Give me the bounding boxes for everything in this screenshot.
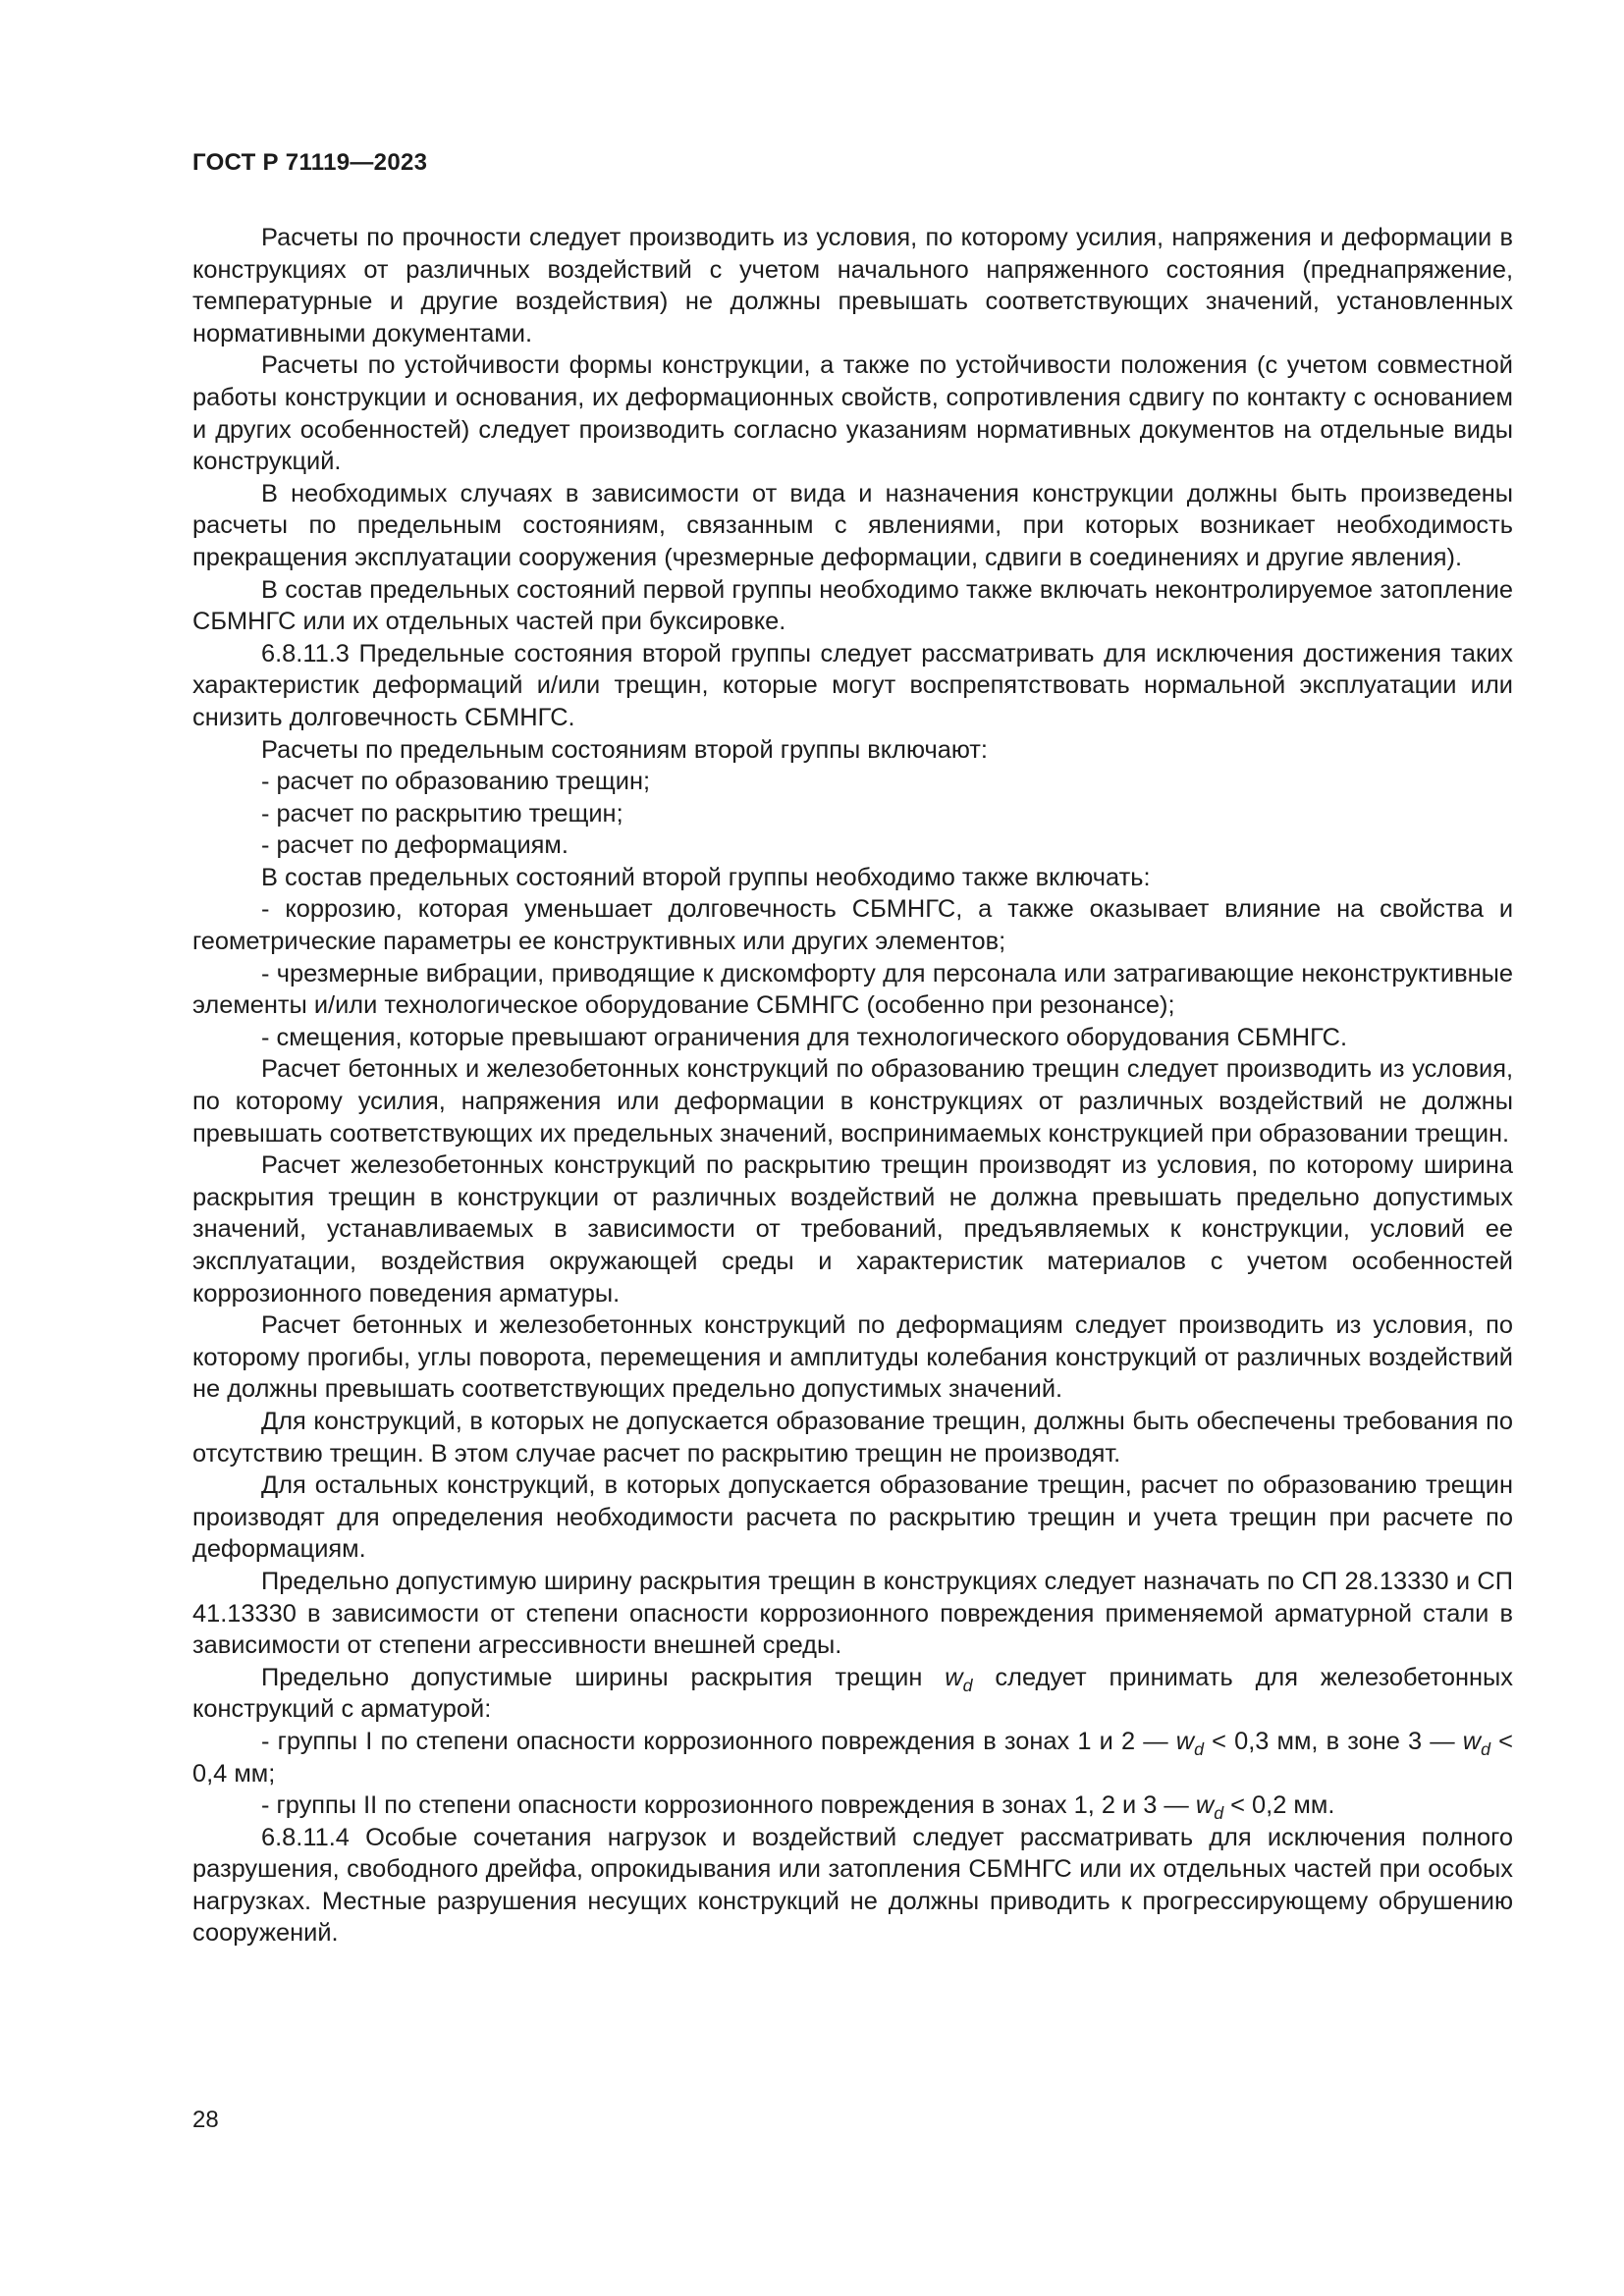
paragraph: Расчеты по прочности следует производить из условия, по которому усилия, напряжения и деформации в конструкциях от различных воздействий с учетом начального напряженного состояния (преднапряжение, температурные и другие воздействия) не должны превышать соответствующих значений, установленных нормативными документами. bbox=[192, 224, 1513, 347]
list-item: - расчет по деформациям. bbox=[261, 831, 568, 860]
list-item: - коррозию, которая уменьшает долговечность СБМНГС, а также оказывает влияние на свойства и геометрические параметры ее конструктивных или других элементов; bbox=[192, 895, 1513, 956]
paragraph: Расчеты по предельным состояниям второй группы включают: bbox=[261, 735, 988, 764]
paragraph: Расчет железобетонных конструкций по раскрытию трещин производят из условия, по которому ширина раскрытия трещин в конструкции от различных воздействий не должна превышать предельно допустимых значений, устанавливаемых в зависимости от требований, предъявляемых к конструкции, условий ее эксплуатации, воздействия окружающей среды и характеристик материалов с учетом особенностей коррозионного поведения арматуры. bbox=[192, 1151, 1513, 1308]
document-code: ГОСТ Р 71119—2023 bbox=[192, 149, 428, 176]
list-item: - расчет по раскрытию трещин; bbox=[261, 799, 623, 828]
crack-width-paragraph bbox=[192, 1662, 1513, 1726]
paragraph: Для остальных конструкций, в которых допускается образование трещин, расчет по образованию трещин производят для определения необходимости расчета по раскрытию трещин и учета трещин при расчете по деформациям. bbox=[192, 1471, 1513, 1564]
document-body bbox=[192, 222, 1513, 1949]
paragraph: Расчеты по устойчивости формы конструкции, а также по устойчивости положения (с учетом совместной работы конструкции и основания, их деформационных свойств, сопротивления сдвигу по контакту с основанием и других особенностей) следует производить согласно указаниям нормативных документов на отдельные виды конструкций. bbox=[192, 351, 1513, 476]
paragraph: Для конструкций, в которых не допускается образование трещин, должны быть обеспечены требования по отсутствию трещин. В этом случае расчет по раскрытию трещин не производят. bbox=[192, 1407, 1513, 1468]
clause-6-8-11-3: 6.8.11.3 Предельные состояния второй группы следует рассматривать для исключения достижения таких характеристик деформаций и/или трещин, которые могут воспрепятствовать нормальной эксплуатации или снизить долговечность СБМНГС. bbox=[192, 639, 1513, 731]
text-segment: Предельно допустимые ширины раскрытия трещин bbox=[261, 1663, 946, 1691]
page-number: 28 bbox=[192, 2107, 219, 2133]
wd-symbol: $w_d$ bbox=[1175, 1727, 1204, 1760]
list-item: - чрезмерные вибрации, приводящие к дискомфорту для персонала или затрагивающие неконструктивные элементы и/или технологическое оборудование СБМНГС (особенно при резонансе); bbox=[192, 959, 1513, 1020]
list-item: - расчет по образованию трещин; bbox=[261, 768, 651, 796]
text-segment: следует принимать для железобетонных конструкций с арматурой: bbox=[192, 1663, 1513, 1724]
paragraph: В состав предельных состояний первой группы необходимо также включать неконтролируемое затопление СБМНГС или их отдельных частей при буксировке. bbox=[192, 575, 1513, 636]
paragraph: В необходимых случаях в зависимости от вида и назначения конструкции должны быть произведены расчеты по предельным состояниям, связанным с явлениями, при которых возникает необходимость прекращения эксплуатации сооружения (чрезмерные деформации, сдвиги в соединениях и другие явления). bbox=[192, 479, 1513, 571]
paragraph: В состав предельных состояний второй группы необходимо также включать: bbox=[261, 863, 1151, 891]
paragraph: Предельно допустимую ширину раскрытия трещин в конструкциях следует назначать по СП 28.13330 и СП 41.13330 в зависимости от степени опасности коррозионного повреждения применяемой арматурной стали в зависимости от степени агрессивности внешней среды. bbox=[192, 1567, 1513, 1660]
paragraph: Расчет бетонных и железобетонных конструкций по деформациям следует производить из условия, по которому прогибы, углы поворота, перемещения и амплитуды колебания конструкций от различных воздействий не должны превышать соответствующих предельно допустимых значений. bbox=[192, 1311, 1513, 1404]
list-item-group-2: - группы II по степени опасности коррозионного повреждения в зонах 1, 2 и 3 — $w_d < 0,2$ мм. bbox=[261, 1791, 1335, 1824]
wd-symbol: $w_d$ bbox=[945, 1663, 973, 1695]
wd-symbol: $w_d$ bbox=[1462, 1727, 1491, 1760]
list-item-group-1: - группы I по степени опасности коррозионного повреждения в зонах 1 и 2 — $w_d < 0,3$ мм, в зоне 3 — $w_d < 0,4$ мм; bbox=[192, 1727, 1513, 1788]
paragraph: Расчет бетонных и железобетонных конструкций по образованию трещин следует производить из условия, по которому усилия, напряжения или деформации в конструкциях от различных воздействий не должны превышать соответствующих их предельных значений, воспринимаемых конструкцией при образовании трещин. bbox=[192, 1055, 1513, 1148]
wd-symbol: $w_d$ bbox=[1195, 1791, 1224, 1824]
list-item: - смещения, которые превышают ограничения для технологического оборудования СБМНГС. bbox=[261, 1023, 1348, 1051]
clause-6-8-11-4: 6.8.11.4 Особые сочетания нагрузок и воздействий следует рассматривать для исключения полного разрушения, свободного дрейфа, опрокидывания или затопления СБМНГС или их отдельных частей при особых нагрузках. Местные разрушения несущих конструкций не должны приводить к прогрессирующему обрушению сооружений. bbox=[192, 1823, 1513, 1948]
